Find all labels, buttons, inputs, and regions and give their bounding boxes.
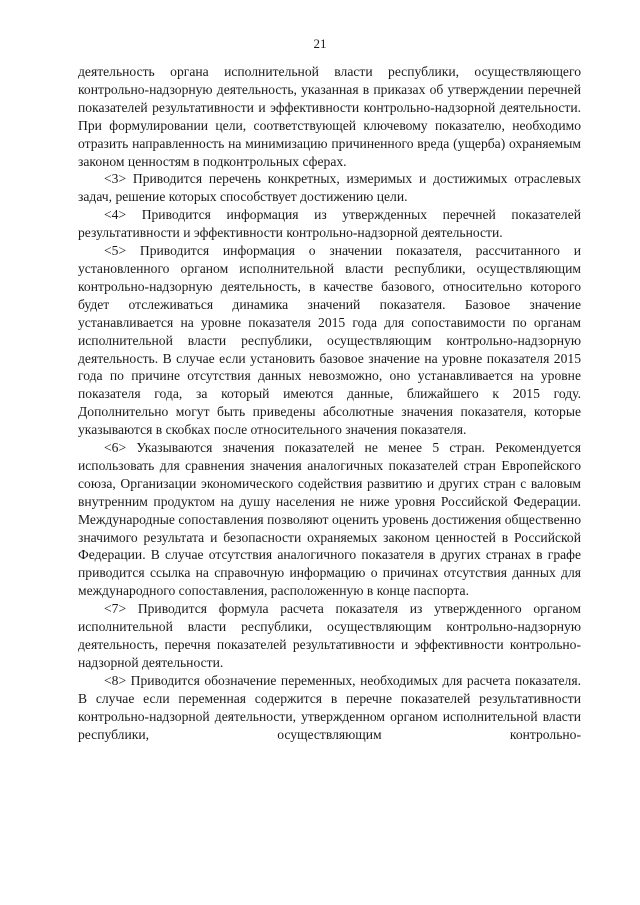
footnote-7: <7> Приводится формула расчета показателя из утвержденного органом исполнительной власти республики, осуществляющим контрольно-надзорную деятельность, перечня показателей результативности и эффективности контрольно-надзорной деятельности. (78, 601, 581, 670)
footnote-3: <3> Приводится перечень конкретных, измеримых и достижимых отраслевых задач, решение которых способствует достижению цели. (78, 171, 581, 205)
page-number: 21 (313, 36, 327, 51)
paragraph-continuation: деятельность органа исполнительной власти республики, осуществляющего контрольно-надзорную деятельность, указанная в приказах об утверждении перечней показателей результативности и эффективности контрольно-надзорной деятельности. При формулировании цели, соответствующей ключевому показателю, необходимо отразить направленность на минимизацию причиненного вреда (ущерба) охраняемым законом ценностям в подконтрольных сферах. (78, 64, 581, 169)
footnote-5: <5> Приводится информация о значении показателя, рассчитанного и установленного органом исполнительной власти республики, осуществляющим контрольно-надзорную деятельность, в качестве базового, относительно которого будет отслеживаться динамика значений показателя. Базовое значение устанавливается на уровне показателя 2015 года для сопоставимости по органам исполнительной власти республики, осуществляющим контрольно-надзорную деятельность. В случае если установить базовое значение на уровне показателя 2015 года по причине отсутствия данных невозможно, оно устанавливается на уровне показателя года, за который имеются данные, ближайшего к 2015 году. Дополнительно могут быть приведены абсолютные значения показателя, которые указываются в скобках после относительного значения показателя. (78, 243, 581, 438)
footnote-4: <4> Приводится информация из утвержденных перечней показателей результативности и эффективности контрольно-надзорной деятельности. (78, 207, 581, 241)
footnote-6: <6> Указываются значения показателей не менее 5 стран. Рекомендуется использовать для сравнения значения аналогичных показателей стран Европейского союза, Организации экономического содействия развитию и других стран с валовым внутренним продуктом на душу населения не ниже уровня Российской Федерации. Международные сопоставления позволяют оценить уровень достижения общественно значимого результата и безопасности охраняемых законом ценностей в Российской Федерации. В случае отсутствия аналогичного показателя в других странах в графе приводится ссылка на справочную информацию о причинах отсутствия данных для международного сопоставления, расположенную в конце паспорта. (78, 440, 581, 599)
document-body (78, 63, 581, 743)
footnote-8: <8> Приводится обозначение переменных, необходимых для расчета показателя. В случае если переменная содержится в перечне показателей результативности контрольно-надзорной деятельности, утвержденном органом исполнительной власти республики, осуществляющим контрольно- (78, 672, 581, 742)
